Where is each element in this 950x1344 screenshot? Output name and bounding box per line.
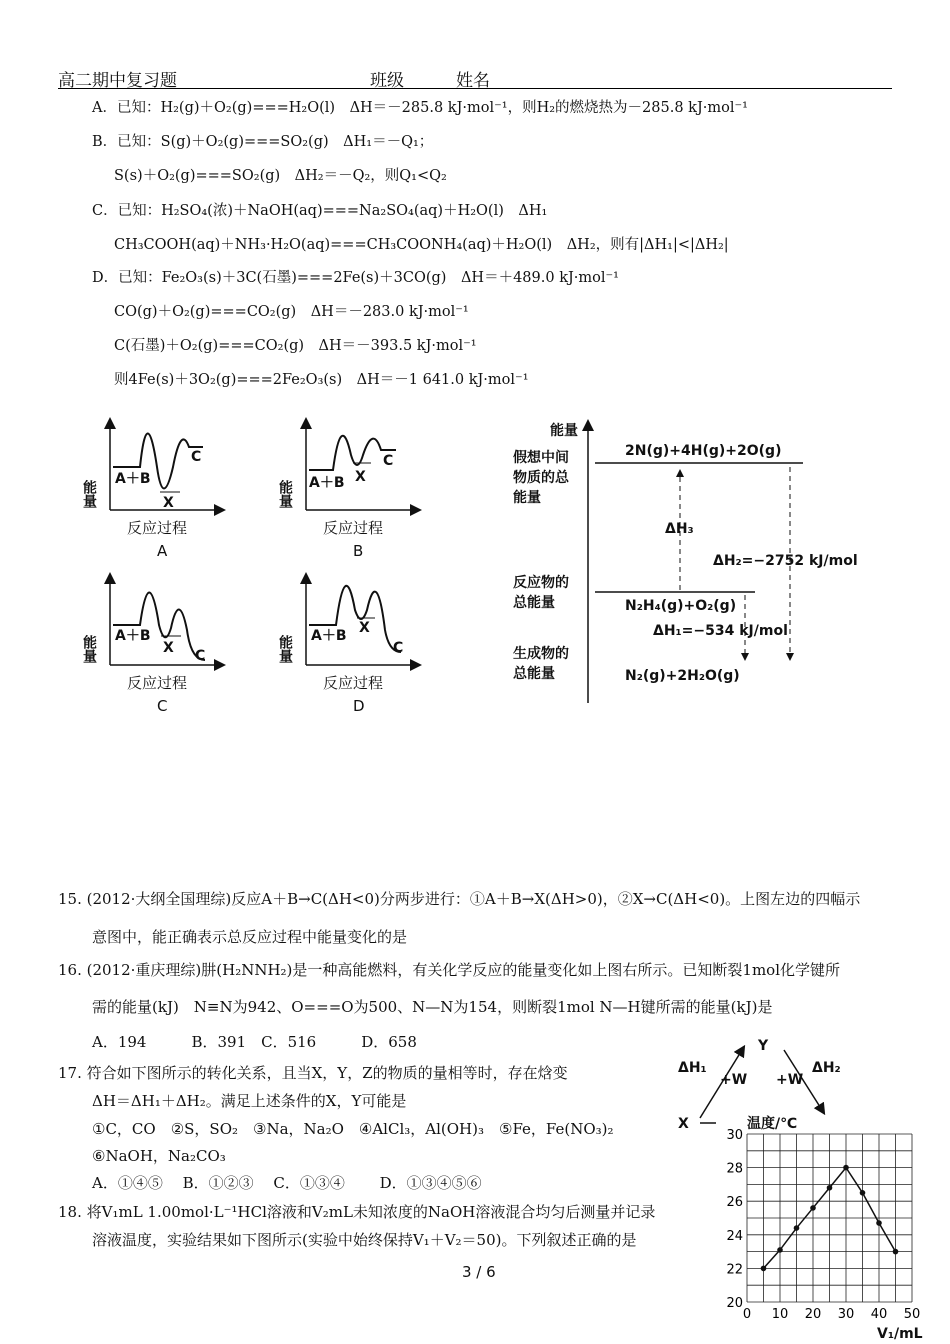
plot-b-x: X — [355, 469, 366, 485]
option-c-line1: C．已知：H₂SO₄(浓)＋NaOH(aq)===Na₂SO₄(aq)＋H₂O(l) ΔH₁ — [92, 203, 548, 219]
plot-b-ab: A＋B — [309, 475, 345, 491]
q17-choices: A．①④⑤ B．①②③ C．①③④ D．①③④⑤⑥ — [92, 1174, 482, 1192]
plot-a-x: X — [163, 495, 174, 511]
option-d-line4: 则4Fe(s)＋3O₂(g)===2Fe₂O₃(s) ΔH＝－1 641.0 kJ·mol⁻¹ — [114, 372, 529, 388]
class-label: 班级 — [370, 71, 404, 91]
data-point — [843, 1165, 849, 1171]
conv-w1: +W — [720, 1072, 748, 1088]
temperature-chart — [715, 1108, 940, 1344]
plot-d-xlabel: 反应过程 — [323, 674, 384, 692]
conv-dh2: ΔH₂ — [812, 1060, 841, 1076]
dh2-label: ΔH₂=−2752 kJ/mol — [713, 553, 858, 569]
energy-plot-c — [81, 578, 220, 715]
plot-b-ylabel: 能量 — [277, 480, 293, 508]
data-point — [794, 1225, 800, 1231]
x-tick-label: 40 — [870, 1307, 888, 1322]
plot-b-caption: B — [353, 542, 364, 560]
q16-line1: 16. (2012·重庆理综)肼(H₂NNH₂)是一种高能燃料，有关化学反应的能量变化如上图右所示。已知断裂1mol化学键所 — [58, 961, 841, 979]
reactant-label: 反应物的总能量 — [513, 575, 569, 611]
energy-plot-d — [277, 578, 416, 715]
dh1-label: ΔH₁=−534 kJ/mol — [653, 623, 788, 639]
q15-line1: 15. (2012·大纲全国理综)反应A＋B→C(ΔH<0)分两步进行：①A＋B→X(ΔH>0)，②X→C(ΔH<0)。上图左边的四幅示 — [58, 890, 861, 908]
name-label: 姓名 — [456, 71, 490, 91]
q16-line2: 需的能量(kJ) N≡N为942、O===O为500、N—N为154，则断裂1mol N—H键所需的能量(kJ)是 — [92, 998, 773, 1016]
conv-y: Y — [758, 1038, 769, 1054]
data-point — [860, 1190, 866, 1196]
data-point — [827, 1185, 833, 1191]
plot-b-xlabel: 反应过程 — [323, 519, 384, 537]
dh3-label: ΔH₃ — [665, 521, 694, 537]
plot-c-ylabel: 能量 — [81, 635, 97, 663]
x-tick-label: 0 — [742, 1307, 752, 1322]
q15-line2: 意图中，能正确表示总反应过程中能量变化的是 — [92, 928, 408, 946]
plot-a-ylabel: 能量 — [81, 480, 97, 508]
chart-ylabel: 温度/℃ — [747, 1116, 798, 1132]
option-c-line2: CH₃COOH(aq)＋NH₃·H₂O(aq)===CH₃COONH₄(aq)＋H₂O(l) ΔH₂，则有|ΔH₁|<|ΔH₂| — [114, 237, 729, 253]
plot-d-ylabel: 能量 — [277, 635, 293, 663]
y-tick-label: 24 — [726, 1228, 743, 1244]
option-d-line1: D．已知：Fe₂O₃(s)＋3C(石墨)===2Fe(s)＋3CO(g) ΔH＝＋489.0 kJ·mol⁻¹ — [92, 270, 619, 286]
data-point — [761, 1266, 767, 1272]
page-number: 3 / 6 — [462, 1263, 496, 1281]
q17-line1: 17. 符合如下图所示的转化关系，且当X，Y，Z的物质的量相等时，存在焓变 — [58, 1064, 568, 1082]
data-point — [876, 1220, 882, 1226]
plot-a-caption: A — [157, 542, 168, 560]
conv-x: X — [678, 1116, 689, 1132]
plot-b-c: C — [383, 453, 394, 469]
chart-xlabel: V₁/mL — [877, 1326, 923, 1342]
energy-profile-figures — [81, 415, 405, 715]
top-species: 2N(g)+4H(g)+2O(g) — [625, 443, 782, 459]
y-tick-label: 22 — [726, 1262, 743, 1278]
x-tick-label: 50 — [903, 1307, 921, 1322]
option-a: A．已知：H₂(g)＋O₂(g)===H₂O(l) ΔH＝－285.8 kJ·mol⁻¹，则H₂的燃烧热为－285.8 kJ·mol⁻¹ — [92, 100, 748, 116]
q17-line2: ΔH＝ΔH₁＋ΔH₂。满足上述条件的X，Y可能是 — [92, 1092, 407, 1110]
hydrazine-energy-diagram — [505, 415, 865, 710]
product-label: 生成物的总能量 — [513, 646, 569, 682]
plot-c-x: X — [163, 640, 174, 656]
plot-c-xlabel: 反应过程 — [127, 674, 188, 692]
option-d-line3: C(石墨)＋O₂(g)===CO₂(g) ΔH＝－393.5 kJ·mol⁻¹ — [114, 338, 477, 354]
q17-line4: ⑥NaOH，Na₂CO₃ — [92, 1147, 226, 1165]
data-point — [777, 1247, 783, 1253]
option-b-line2: S(s)＋O₂(g)===SO₂(g) ΔH₂＝－Q₂，则Q₁<Q₂ — [114, 168, 447, 184]
option-b-line1: B．已知：S(g)＋O₂(g)===SO₂(g) ΔH₁＝－Q₁； — [92, 134, 434, 150]
q18-line2: 溶液温度，实验结果如下图所示(实验中始终保持V₁＋V₂＝50)。下列叙述正确的是 — [92, 1231, 637, 1249]
y-tick-label: 26 — [726, 1195, 743, 1211]
plot-a-c: C — [191, 449, 202, 465]
conv-dh1: ΔH₁ — [678, 1060, 707, 1076]
plot-c-caption: C — [157, 697, 168, 715]
plot-a-xlabel: 反应过程 — [127, 519, 188, 537]
data-point — [810, 1205, 816, 1211]
header-title: 高二期中复习题 — [58, 71, 177, 91]
plot-a-ab: A＋B — [115, 471, 151, 487]
conv-w2: +W — [776, 1072, 804, 1088]
plot-d-x: X — [359, 620, 370, 636]
plot-d-ab: A＋B — [311, 628, 347, 644]
plot-d-c: C — [393, 640, 404, 656]
option-d-line2: CO(g)＋O₂(g)===CO₂(g) ΔH＝－283.0 kJ·mol⁻¹ — [114, 304, 469, 320]
energy-plot-b — [277, 423, 416, 560]
plot-c-c: C — [195, 648, 206, 664]
y-tick-label: 30 — [726, 1128, 743, 1143]
energy-plot-a — [81, 423, 220, 560]
axis-energy-label: 能量 — [550, 423, 578, 439]
plot-c-ab: A＋B — [115, 628, 151, 644]
x-tick-label: 20 — [804, 1307, 822, 1322]
plot-d-caption: D — [353, 697, 365, 715]
q17-line3: ①C，CO ②S，SO₂ ③Na，Na₂O ④AlCl₃，Al(OH)₃ ⑤Fe，Fe(NO₃)₂ — [92, 1120, 614, 1138]
q18-line1: 18. 将V₁mL 1.00mol·L⁻¹HCl溶液和V₂mL未知浓度的NaOH溶液混合均匀后测量并记录 — [58, 1203, 656, 1221]
data-point — [893, 1249, 899, 1255]
y-tick-label: 28 — [726, 1161, 743, 1177]
mid-species: N₂H₄(g)+O₂(g) — [625, 598, 737, 614]
x-tick-label: 10 — [771, 1307, 789, 1322]
bottom-species: N₂(g)+2H₂O(g) — [625, 668, 740, 684]
hypo-label: 假想中间物质的总能量 — [513, 450, 569, 506]
y-tick-label: 20 — [726, 1296, 743, 1311]
q16-choices: A．194 B．391 C．516 D．658 — [92, 1033, 417, 1051]
x-tick-label: 30 — [837, 1307, 855, 1322]
page-header — [58, 66, 892, 89]
